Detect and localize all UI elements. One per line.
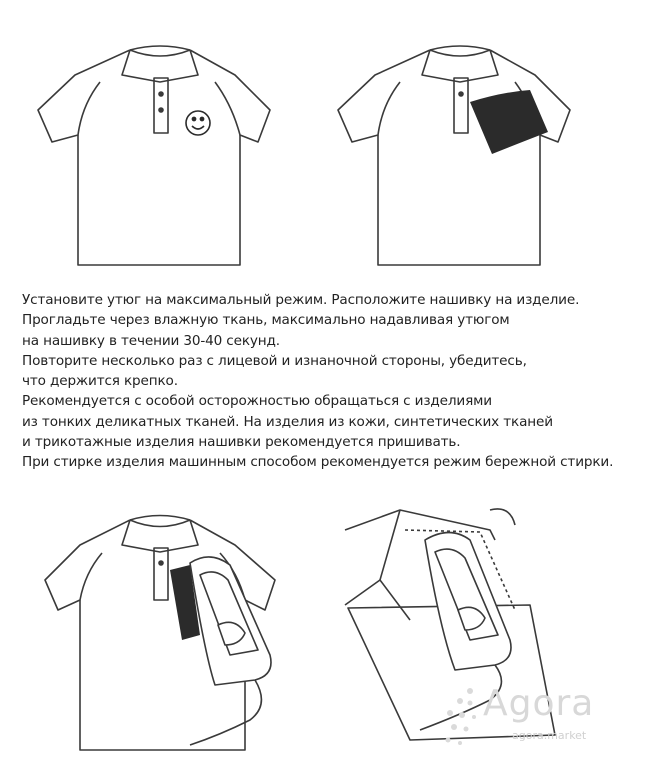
iron-icon — [190, 557, 271, 745]
polo-shirt-with-patch-illustration — [30, 30, 275, 270]
agora-watermark — [440, 685, 645, 755]
dark-patch-shape — [470, 90, 548, 154]
ironing-instructions — [22, 290, 632, 473]
instruction-line: что держится крепко. — [22, 373, 178, 390]
instruction-line: Прогладьте через влажную ткань, максимально надавливая утюгом — [22, 312, 510, 329]
instruction-line: на нашивку в течении 30-40 секунд. — [22, 332, 280, 349]
instruction-line: и трикотажные изделия нашивки рекомендуется пришивать. — [22, 434, 461, 451]
iron-on-shirt-illustration — [40, 505, 305, 755]
watermark-dots-icon — [440, 685, 485, 755]
polo-shirt-dark-patch-illustration — [330, 30, 585, 270]
instruction-line: Рекомендуется с особой осторожностью обращаться с изделиями — [22, 393, 492, 410]
watermark-domain: agora.market — [512, 729, 587, 742]
smiley-patch-icon — [186, 111, 210, 135]
instruction-line: При стирке изделия машинным способом рекомендуется режим бережной стирки. — [22, 454, 614, 471]
instruction-line: Установите утюг на максимальный режим. Расположите нашивку на изделие. — [22, 292, 580, 308]
watermark-brand: Agora — [483, 683, 595, 724]
instruction-line: из тонких деликатных тканей. На изделия из кожи, синтетических тканей — [22, 413, 553, 430]
instruction-line: Повторите несколько раз с лицевой и изнаночной стороны, убедитесь, — [22, 352, 527, 369]
